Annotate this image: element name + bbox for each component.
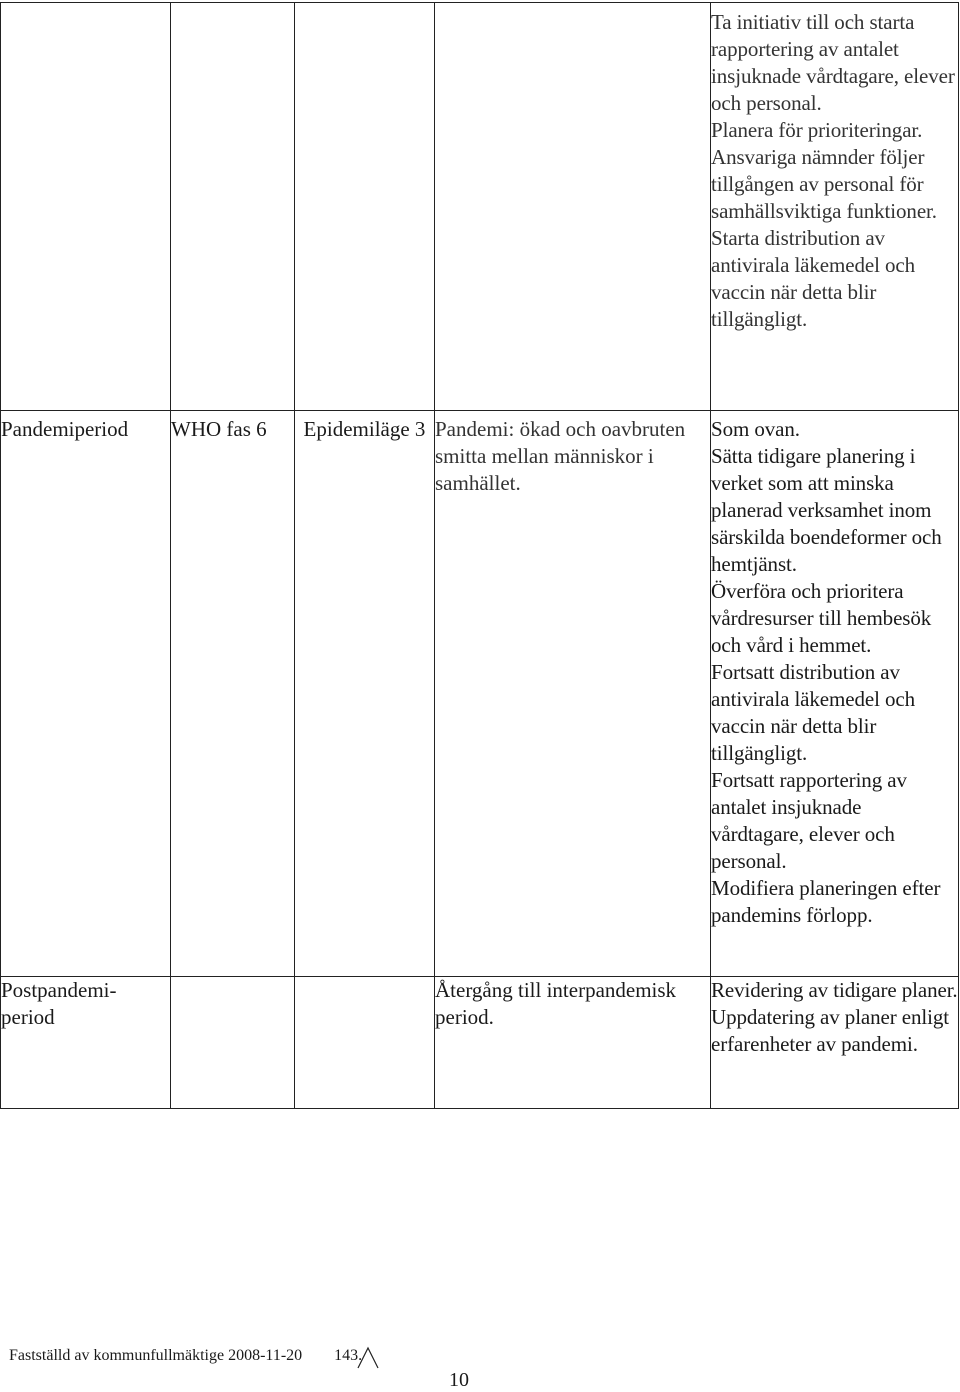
- table-row-pandemic: [1, 411, 959, 977]
- activity-text: Uppdatering av planer enligt erfarenheter av pandemi.: [711, 1005, 950, 1056]
- period-label: Postpandemi-period: [1, 978, 117, 1029]
- activity-text: Sätta tidigare planering i verket som att minska planerad verksamhet inom särskilda boendeformer och hemtjänst.: [711, 444, 942, 576]
- section-sign-icon: [354, 1344, 382, 1370]
- epidemic-level-label: Epidemiläge 3: [303, 417, 426, 441]
- adoption-note: [9, 1346, 362, 1366]
- description-cell: [435, 977, 711, 1109]
- activity-text: Revidering av tidigare planer.: [711, 978, 958, 1002]
- activity-text: Ansvariga nämnder följer tillgången av personal för samhällsviktiga funktioner.: [711, 145, 937, 223]
- activities-cell: [711, 411, 959, 977]
- period-cell-empty: [1, 3, 171, 411]
- activity-text: Ta initiativ till och starta rapportering av antalet insjuknade vårdtagare, elever och personal.: [711, 10, 955, 115]
- activity-text: Som ovan.: [711, 417, 800, 441]
- table-row-continued: [1, 3, 959, 411]
- activity-text: Starta distribution av antivirala läkemedel och vaccin när detta blir tillgängligt.: [711, 226, 916, 331]
- page-number: 10: [449, 1369, 469, 1391]
- description-cell: [435, 411, 711, 977]
- description-text: Återgång till interpandemisk period.: [435, 978, 677, 1029]
- period-cell: [1, 411, 171, 977]
- description-cell-empty: [435, 3, 711, 411]
- who-phase-cell-empty: [171, 3, 295, 411]
- adoption-text: Fastställd av kommunfullmäktige 2008-11-20: [9, 1347, 303, 1364]
- activities-cell: [711, 977, 959, 1109]
- activity-text: Planera för prioriteringar.: [711, 118, 923, 142]
- period-label: Pandemiperiod: [1, 417, 129, 441]
- who-phase-cell: [171, 411, 295, 977]
- activity-text: Fortsatt rapportering av antalet insjuknade vårdtagare, elever och personal.: [711, 768, 907, 873]
- description-text: Pandemi: ökad och oavbruten smitta mellan människor i samhället.: [435, 417, 686, 495]
- who-phase-cell: [171, 977, 295, 1109]
- who-phase-label: WHO fas 6: [171, 417, 267, 441]
- activity-text: Överföra och prioritera vårdresurser till hembesök och vård i hemmet.: [711, 579, 932, 657]
- activity-text: Fortsatt distribution av antivirala läkemedel och vaccin när detta blir tillgängligt.: [711, 660, 916, 765]
- activity-text: Modifiera planeringen efter pandemins förlopp.: [711, 876, 941, 927]
- epidemic-level-cell: [295, 977, 435, 1109]
- section-number: 143.: [334, 1347, 363, 1364]
- epidemic-level-cell-empty: [295, 3, 435, 411]
- table-row-postpandemic: [1, 977, 959, 1109]
- epidemic-level-cell: [295, 411, 435, 977]
- period-cell: [1, 977, 171, 1109]
- activities-cell: [711, 3, 959, 411]
- pandemic-plan-table: [0, 2, 959, 1109]
